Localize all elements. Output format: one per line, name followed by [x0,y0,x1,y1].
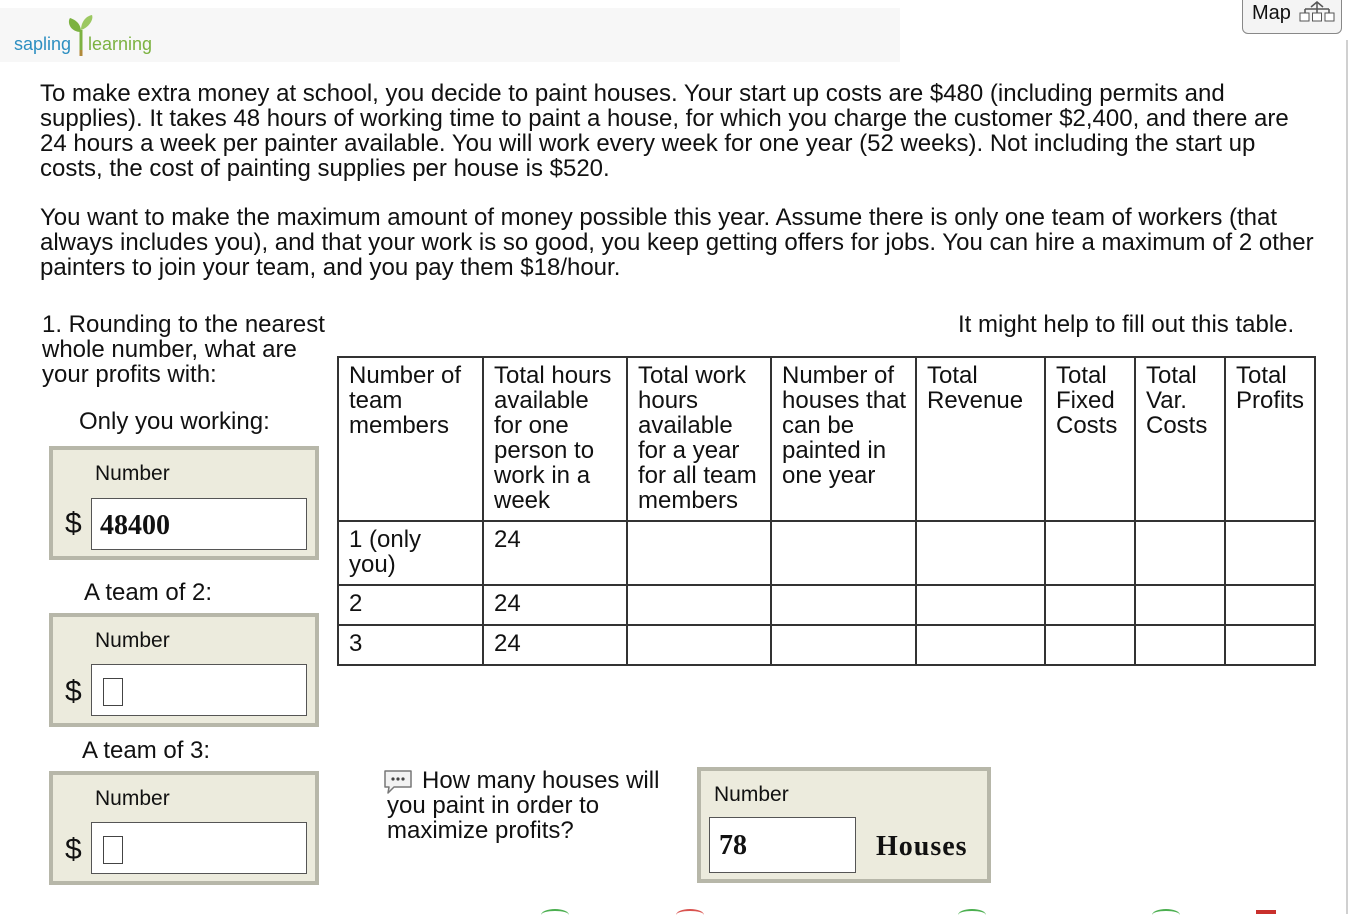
table-cell [627,521,771,585]
answer-box-houses [697,767,991,883]
status-icon-partial [1152,909,1180,921]
number-label: Number [714,783,789,806]
table-cell: 2 [338,585,483,625]
table-cell [1045,625,1135,665]
table-cell [627,585,771,625]
table-cell [1135,625,1225,665]
dollar-sign: $ [65,675,82,708]
houses-unit: Houses [876,831,968,862]
table-row [338,585,1315,625]
table-cell [771,585,916,625]
header-hours-per-year: Total work hours available for a year for all team members [627,357,771,521]
sapling-learning-logo [14,12,174,58]
table-row [338,625,1315,665]
table-row [338,521,1315,585]
map-button-label: Map [1252,2,1291,24]
table-hint: It might help to fill out this table. [958,311,1295,338]
header-total-var-costs: Total Var. Costs [1135,357,1225,521]
header-team-members: Number of team members [338,357,483,521]
table-cell [1135,521,1225,585]
status-icon-partial [541,909,569,921]
helper-table [337,356,1316,666]
table-cell: 24 [483,521,627,585]
table-cell [627,625,771,665]
table-cell: 24 [483,625,627,665]
logo-word-learning: learning [88,34,153,54]
header-hours-per-week: Total hours available for one person to work in a week [483,357,627,521]
table-cell [1225,625,1315,665]
question-1-prompt: 1. Rounding to the nearest whole number, what are your profits with: [42,311,325,388]
header-houses-per-year: Number of houses that can be painted in one year [771,357,916,521]
profit-input-team-of-3[interactable] [91,822,307,874]
dollar-sign: $ [65,507,82,540]
table-cell [1225,521,1315,585]
problem-paragraph-2: You want to make the maximum amount of money possible this year. Assume there is only one team of workers (that always includes you), and that your work is so good, you keep getting offers for jobs. You can hire a maximum of 2 other painters to join your team, and you pay them $18/hour. [40,204,1314,281]
part-3-label: A team of 3: [82,737,211,764]
header-total-fixed-costs: Total Fixed Costs [1045,357,1135,521]
part-2-label: A team of 2: [84,579,213,606]
houses-input[interactable]: 78 [709,817,856,873]
table-cell [1225,585,1315,625]
table-cell [1045,521,1135,585]
profit-input-only-you[interactable]: 48400 [91,498,307,550]
table-cell [916,585,1045,625]
status-icon-partial [958,909,986,921]
answer-box-only-you [49,446,319,560]
table-cell [771,521,916,585]
logo-word-sapling: sapling [14,34,72,54]
profit-input-team-of-2[interactable] [91,664,307,716]
table-cell [1045,585,1135,625]
header-total-profits: Total Profits [1225,357,1315,521]
map-button[interactable] [1242,0,1342,34]
question-2-prompt: How many houses will you paint in order to maximize profits? [387,767,660,844]
table-cell: 1 (only you) [338,521,483,585]
part-1-label: Only you working: [79,408,270,435]
table-cell [1135,585,1225,625]
header-total-revenue: Total Revenue [916,357,1045,521]
table-cell [916,521,1045,585]
number-label: Number [95,462,170,485]
problem-paragraph-1: To make extra money at school, you decide to paint houses. Your start up costs are $480 (including permits and supplies). It takes 48 hours of working time to paint a house, for which you charge the customer $2,400, and there are 24 hours a week per painter available. You will work every week for one year (52 weeks). Not including the start up costs, the cost of painting supplies per house is $520. [40,80,1289,182]
sitemap-icon [1297,1,1337,23]
table-cell [771,625,916,665]
status-icon-partial [1256,910,1276,914]
answer-box-team-of-2 [49,613,319,727]
answer-box-team-of-3 [49,771,319,885]
table-cell: 24 [483,585,627,625]
number-label: Number [95,787,170,810]
dollar-sign: $ [65,833,82,866]
table-cell: 3 [338,625,483,665]
text-cursor [103,678,123,706]
text-cursor [103,836,123,864]
right-edge-divider [1346,40,1348,914]
table-cell [916,625,1045,665]
number-label: Number [95,629,170,652]
status-icon-partial [676,909,704,921]
